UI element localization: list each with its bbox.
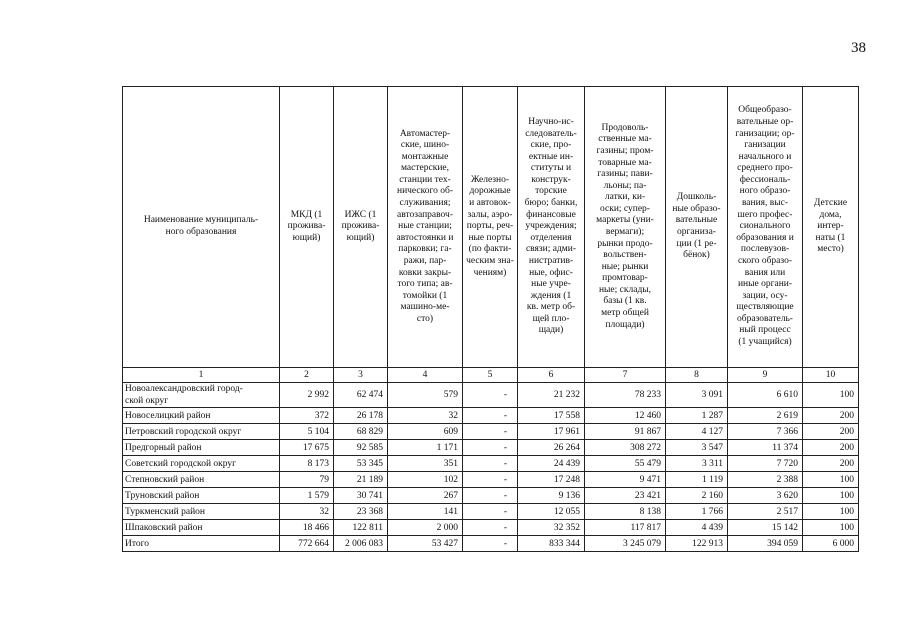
- municipality-name: Шпаковский район: [123, 520, 280, 536]
- table-cell: 53 427: [388, 536, 463, 552]
- municipality-name: Степновский район: [123, 472, 280, 488]
- header-cell: Общеобразо- вательные ор- ганизации; ор- ганизации начального и среднего про- фессиональ- ного образо- вания, выс- шего профес- сионального образования и послевузов- ского образо- вания или иные органи- зации, осу- ществляющие образователь- ный процесс (1 учащийся): [728, 87, 803, 368]
- column-number: 6: [518, 368, 585, 383]
- table-body: [123, 383, 859, 552]
- table-cell: 122 811: [334, 520, 388, 536]
- header-cell: Детские дома, интер- наты (1 место): [803, 87, 859, 368]
- municipality-name: Туркменский район: [123, 504, 280, 520]
- table-cell: 122 913: [666, 536, 728, 552]
- table-row: [123, 456, 859, 472]
- table-cell: 15 142: [728, 520, 803, 536]
- table-cell: 26 264: [518, 440, 585, 456]
- table-cell: 579: [388, 383, 463, 408]
- table-cell: 100: [803, 488, 859, 504]
- table-cell: 32: [388, 408, 463, 424]
- table-cell: 32 352: [518, 520, 585, 536]
- table-cell: -: [463, 424, 518, 440]
- table-cell: 200: [803, 440, 859, 456]
- table-cell: 68 829: [334, 424, 388, 440]
- table-cell: 4 127: [666, 424, 728, 440]
- table-cell: 62 474: [334, 383, 388, 408]
- header-cell: Железно- дорожные и автовок- залы, аэро- порты, реч- ные порты (по факти- ческим зна- чениям): [463, 87, 518, 368]
- column-number: 10: [803, 368, 859, 383]
- table-row: [123, 408, 859, 424]
- table-cell: 3 091: [666, 383, 728, 408]
- table-cell: 53 345: [334, 456, 388, 472]
- header-row: [123, 87, 859, 368]
- table-cell: 9 471: [585, 472, 666, 488]
- table-cell: 100: [803, 504, 859, 520]
- page-number: 38: [851, 40, 866, 56]
- table-cell: 24 439: [518, 456, 585, 472]
- column-number: 4: [388, 368, 463, 383]
- table-cell: 2 619: [728, 408, 803, 424]
- table-cell: 23 421: [585, 488, 666, 504]
- municipality-name: Петровский городской округ: [123, 424, 280, 440]
- table-cell: 2 388: [728, 472, 803, 488]
- table-cell: 32: [280, 504, 334, 520]
- table-cell: 1 766: [666, 504, 728, 520]
- table-row: [123, 440, 859, 456]
- table-cell: -: [463, 456, 518, 472]
- table-cell: 21 189: [334, 472, 388, 488]
- table-cell: 3 547: [666, 440, 728, 456]
- municipality-name: Новоалександровский город- ской округ: [123, 383, 280, 408]
- table-cell: 1 579: [280, 488, 334, 504]
- table-cell: -: [463, 408, 518, 424]
- table-cell: 23 368: [334, 504, 388, 520]
- table-cell: 17 248: [518, 472, 585, 488]
- table-cell: -: [463, 383, 518, 408]
- table-row: [123, 504, 859, 520]
- table-cell: 17 558: [518, 408, 585, 424]
- table-cell: 2 992: [280, 383, 334, 408]
- column-number-row: [123, 368, 859, 383]
- header-cell: ИЖС (1 прожива- ющий): [334, 87, 388, 368]
- table-cell: 1 119: [666, 472, 728, 488]
- column-number: 5: [463, 368, 518, 383]
- table-cell: 8 138: [585, 504, 666, 520]
- municipality-name: Новоселицкий район: [123, 408, 280, 424]
- municipality-name: Труновский район: [123, 488, 280, 504]
- table-row: [123, 536, 859, 552]
- table-cell: 12 460: [585, 408, 666, 424]
- table-cell: 21 232: [518, 383, 585, 408]
- table-cell: 11 374: [728, 440, 803, 456]
- table-cell: 17 675: [280, 440, 334, 456]
- header-cell: Автомастер- ские, шино- монтажные мастерские, станции тех- нического об- служивания; автозаправоч- ные станции; автостоянки и парковки; га- ражи, пар- ковки закры- того типа; ав- томойки (1 машино-ме- сто): [388, 87, 463, 368]
- table-cell: 2 006 083: [334, 536, 388, 552]
- table-cell: 2 160: [666, 488, 728, 504]
- data-table: [122, 86, 859, 552]
- table-cell: 200: [803, 424, 859, 440]
- table-cell: 2 000: [388, 520, 463, 536]
- table-cell: 372: [280, 408, 334, 424]
- column-number: 8: [666, 368, 728, 383]
- table-cell: -: [463, 504, 518, 520]
- table-cell: 1 287: [666, 408, 728, 424]
- header-cell: Продоволь- ственные ма- газины; пром- товарные ма- газины; пави- льоны; па- латки, ки- оски; супер- маркеты (уни- вермаги); рынки продо- вольствен- ные; рынки промтовар- ные; склады, базы (1 кв. метр общей площади): [585, 87, 666, 368]
- column-number: 9: [728, 368, 803, 383]
- municipality-name: Итого: [123, 536, 280, 552]
- table-cell: -: [463, 472, 518, 488]
- table-cell: 12 055: [518, 504, 585, 520]
- table-cell: 2 517: [728, 504, 803, 520]
- table-cell: 8 173: [280, 456, 334, 472]
- table-cell: 78 233: [585, 383, 666, 408]
- table-cell: 609: [388, 424, 463, 440]
- table-cell: 351: [388, 456, 463, 472]
- table-cell: 91 867: [585, 424, 666, 440]
- table-cell: 4 439: [666, 520, 728, 536]
- table-cell: -: [463, 488, 518, 504]
- table-cell: 79: [280, 472, 334, 488]
- table-cell: 7 720: [728, 456, 803, 472]
- table-cell: 394 059: [728, 536, 803, 552]
- table-row: [123, 383, 859, 408]
- table-cell: 117 817: [585, 520, 666, 536]
- table-cell: -: [463, 536, 518, 552]
- table-cell: 102: [388, 472, 463, 488]
- header-cell: Научно-ис- следователь- ские, про- ектные ин- ституты и конструк- торские бюро; банки, финансовые учреждения; отделения связи; адми- нистратив- ные, офис- ные учре- ждения (1 кв. метр об- щей пло- щади): [518, 87, 585, 368]
- table-cell: 100: [803, 383, 859, 408]
- table-cell: 9 136: [518, 488, 585, 504]
- table-cell: 7 366: [728, 424, 803, 440]
- table-row: [123, 520, 859, 536]
- table-cell: 100: [803, 520, 859, 536]
- header-cell: МКД (1 прожива- ющий): [280, 87, 334, 368]
- table-cell: 200: [803, 408, 859, 424]
- table-row: [123, 488, 859, 504]
- column-number: 1: [123, 368, 280, 383]
- column-number: 3: [334, 368, 388, 383]
- header-cell: Наименование муниципаль- ного образования: [123, 87, 280, 368]
- table-cell: 92 585: [334, 440, 388, 456]
- table-cell: 26 178: [334, 408, 388, 424]
- table-cell: 100: [803, 472, 859, 488]
- table-cell: 5 104: [280, 424, 334, 440]
- table-row: [123, 472, 859, 488]
- table-cell: 141: [388, 504, 463, 520]
- table-cell: -: [463, 520, 518, 536]
- table-cell: 200: [803, 456, 859, 472]
- table-cell: 18 466: [280, 520, 334, 536]
- table-cell: 772 664: [280, 536, 334, 552]
- table-cell: 3 311: [666, 456, 728, 472]
- table-cell: 6 000: [803, 536, 859, 552]
- table-cell: 308 272: [585, 440, 666, 456]
- table-cell: 6 610: [728, 383, 803, 408]
- municipality-name: Советский городской округ: [123, 456, 280, 472]
- column-number: 2: [280, 368, 334, 383]
- table-cell: 30 741: [334, 488, 388, 504]
- table-cell: 833 344: [518, 536, 585, 552]
- table-cell: 17 961: [518, 424, 585, 440]
- table-cell: 267: [388, 488, 463, 504]
- table-cell: 3 620: [728, 488, 803, 504]
- table-cell: 3 245 079: [585, 536, 666, 552]
- table-cell: 55 479: [585, 456, 666, 472]
- table-cell: 1 171: [388, 440, 463, 456]
- table-row: [123, 424, 859, 440]
- municipality-name: Предгорный район: [123, 440, 280, 456]
- column-number: 7: [585, 368, 666, 383]
- table-cell: -: [463, 440, 518, 456]
- header-cell: Дошколь- ные образо- вательные организа- ции (1 ре- бёнок): [666, 87, 728, 368]
